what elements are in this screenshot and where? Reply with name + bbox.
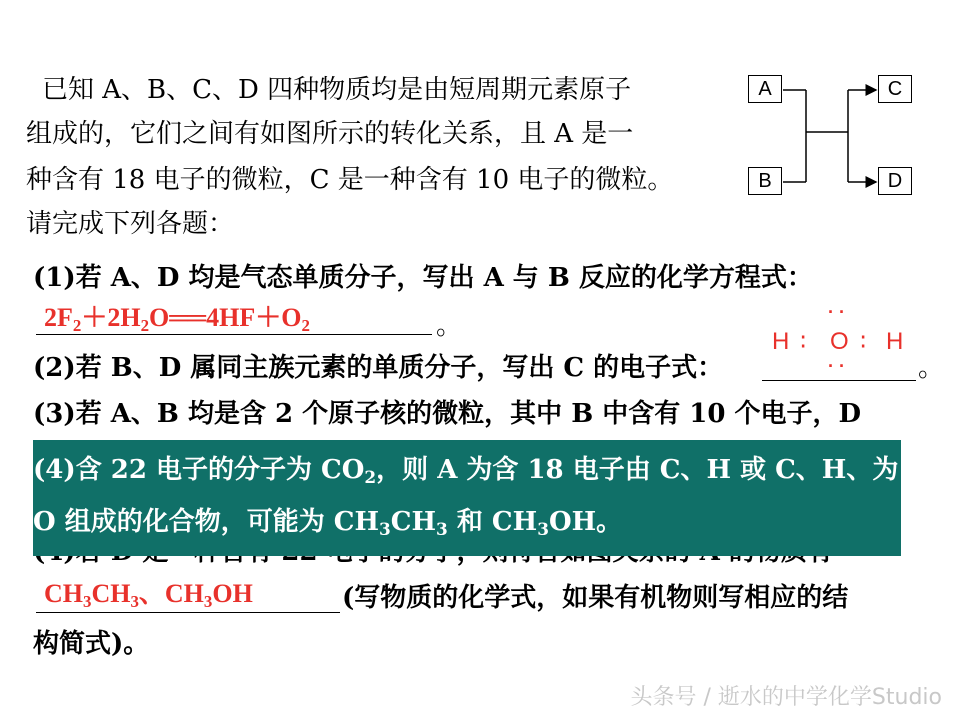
answer-explanation-overlay bbox=[33, 440, 901, 556]
lone-pair-bottom: · · bbox=[828, 356, 845, 376]
answer-1-part: 2F bbox=[44, 303, 73, 332]
question-4-instruction: (写物质的化学式，如果有机物则写相应的结 bbox=[342, 583, 849, 613]
question-2-end: 。 bbox=[918, 353, 945, 383]
question-1: (1)若 A、D 均是气态单质分子，写出 A 与 B 反应的化学方程式： bbox=[33, 263, 813, 293]
question-4-instruction-end: 构简式)。 bbox=[33, 629, 150, 659]
node-a: A bbox=[748, 75, 782, 103]
atom-h-right: H bbox=[886, 328, 904, 355]
answer-4-sub: 3 bbox=[83, 592, 92, 612]
answer-4-sub: 3 bbox=[203, 592, 213, 612]
overlay-sub: 3 bbox=[436, 519, 448, 540]
answer-1-part: ＋2H bbox=[81, 303, 141, 332]
overlay-sub: 3 bbox=[537, 519, 549, 540]
overlay-text: 和 CH bbox=[447, 507, 538, 537]
electron-formula bbox=[772, 302, 922, 376]
watermark: 头条号 / 逝水的中学化学Studio bbox=[630, 685, 942, 710]
overlay-sub: 3 bbox=[379, 519, 391, 540]
overlay-text: ，则 A 为含 18 电子由 C、H 或 C、H、 bbox=[376, 455, 873, 485]
node-d: D bbox=[878, 167, 912, 195]
answer-1-sub: 2 bbox=[301, 316, 310, 336]
answer-4-part: CH bbox=[91, 579, 131, 608]
answer-1-blank bbox=[36, 334, 432, 335]
question-1-answer bbox=[44, 302, 310, 342]
answer-4-blank bbox=[36, 612, 340, 613]
answer-4-part: OH bbox=[212, 579, 253, 608]
overlay-text: 为 bbox=[872, 455, 899, 485]
overlay-line-1 bbox=[33, 454, 898, 493]
answer-1-sub: 2 bbox=[72, 316, 82, 336]
answer-4-part: 、CH bbox=[138, 579, 204, 608]
overlay-sub: 2 bbox=[364, 467, 377, 488]
intro-line-1: 已知 A、B、C、D 四种物质均是由短周期元素原子 bbox=[42, 75, 632, 105]
lone-pair-top: · · bbox=[828, 302, 845, 322]
node-b: B bbox=[748, 167, 782, 195]
answer-4-part: CH bbox=[44, 579, 83, 608]
transformation-diagram bbox=[748, 70, 914, 200]
intro-line-3: 种含有 18 电子的微粒，C 是一种含有 10 电子的微粒。 bbox=[26, 165, 674, 195]
answer-1-part: O══4HF＋O bbox=[149, 303, 302, 332]
answer-4-sub: 3 bbox=[130, 592, 139, 612]
intro-line-2: 组成的，它们之间有如图所示的转化关系，且 A 是一 bbox=[26, 119, 634, 149]
question-2: (2)若 B、D 属同主族元素的单质分子，写出 C 的电子式： bbox=[33, 353, 724, 383]
bond-colon-right: ∶ bbox=[860, 329, 867, 356]
overlay-text: CH bbox=[390, 507, 437, 537]
question-3: (3)若 A、B 均是含 2 个原子核的微粒，其中 B 中含有 10 个电子，D bbox=[33, 399, 862, 429]
bond-colon-left: ∶ bbox=[800, 329, 807, 356]
node-c: C bbox=[878, 75, 912, 103]
answer-1-sub: 2 bbox=[140, 316, 150, 336]
answer-2-blank bbox=[762, 380, 916, 381]
question-1-end: 。 bbox=[436, 311, 463, 341]
overlay-text: (4)含 22 电子的分子为 CO bbox=[33, 455, 365, 485]
overlay-line-2 bbox=[33, 506, 622, 545]
intro-line-4: 请完成下列各题： bbox=[26, 209, 235, 239]
atom-o: O bbox=[830, 328, 849, 355]
overlay-text: OH。 bbox=[548, 507, 623, 537]
overlay-text: O 组成的化合物，可能为 CH bbox=[33, 507, 380, 537]
atom-h-left: H bbox=[772, 328, 790, 355]
